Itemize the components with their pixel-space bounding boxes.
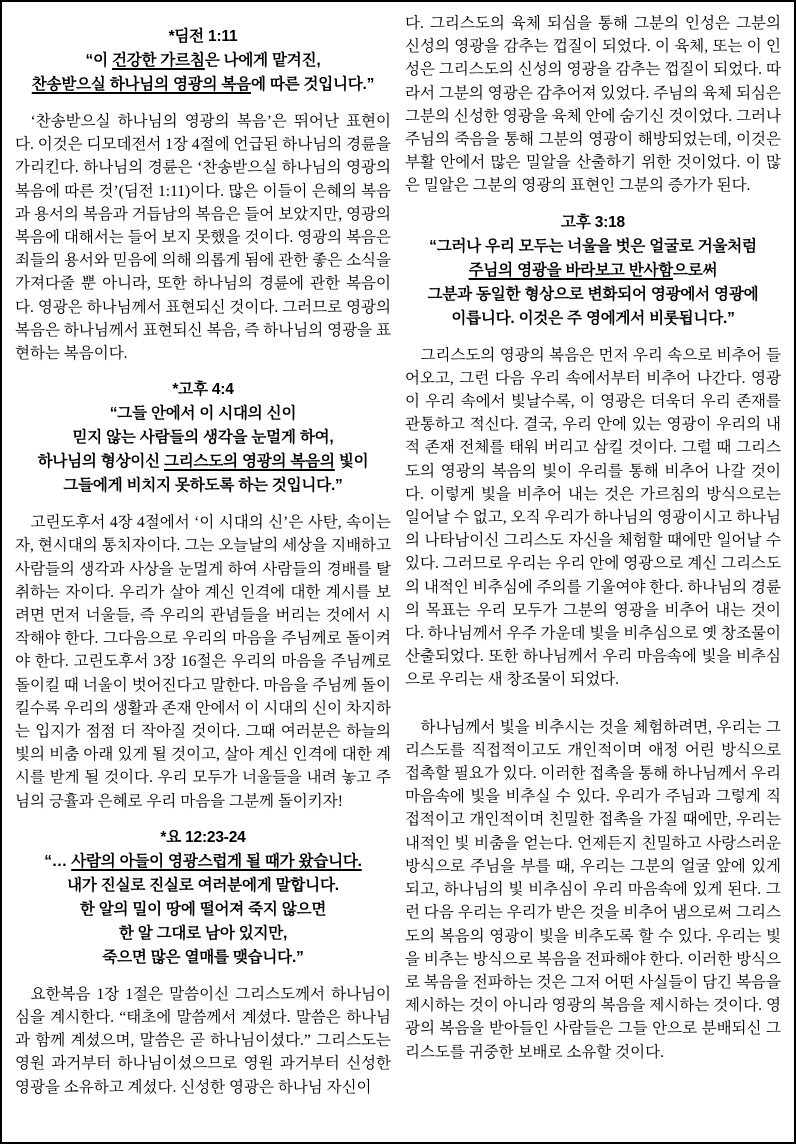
verse-quote-line <box>15 474 391 498</box>
quote-text: 한 알 그대로 남아 있지만, <box>118 924 288 942</box>
verse-quote-line <box>15 922 391 946</box>
body-paragraph: ‘찬송받으실 하나님의 영광의 복음’은 뛰어난 표현이다. 이것은 디모데전서 1장 4절에 언급된 하나님의 경륜을 가리킨다. 하나님의 경륜은 ‘찬송받으실 하나님의 영광의 복음에 따른 것’(딤전 1:11)이다. 많은 이들이 은혜의 복음과 용서의 복음과 거듭남의 복음은 들어 보았지만, 영광의 복음에 대해서는 들어 보지 못했을 것이다. 영광의 복음은 죄들의 용서와 믿음에 의해 의롭게 됨에 관한 좋은 소식을 가져다줄 뿐 아니라, 또한 하나님의 경륜에 관한 복음이다. 영광은 하나님께서 표현되신 것이다. 그러므로 영광의 복음은 하나님께서 표현되신 복음, 즉 하나님의 영광을 표현하는 복음이다. <box>15 113 391 363</box>
quote-text: 죽으면 많은 열매를 맺습니다.” <box>102 948 304 966</box>
verse-block <box>15 378 391 498</box>
verse-reference: *요 12:23-24 <box>160 828 246 846</box>
column-right <box>405 12 781 1132</box>
verse-quote-line <box>15 946 391 970</box>
verse-quote-line <box>15 426 391 450</box>
verse-quote-line <box>15 898 391 922</box>
verse-quote-line <box>405 283 781 307</box>
verse-block <box>405 211 781 331</box>
verse-reference: 고후 3:18 <box>561 213 625 231</box>
verse-block <box>15 25 391 97</box>
underlined-quote-text: 사람의 아들이 영광스럽게 될 때가 왔습니다. <box>71 852 362 870</box>
quote-text: 에 따른 것입니다.” <box>250 76 375 93</box>
underlined-quote-text: 찬송받으실 하나님의 영광의 복음 <box>31 76 251 93</box>
quote-text: 은 나에게 맡겨진, <box>204 52 321 69</box>
body-paragraph: 다. 그리스도의 육체 되심을 통해 그분의 인성은 그분의 신성의 영광을 감추는 껍질이 되었다. 이 육체, 또는 이 인성은 그리스도의 신성의 영광을 감추는 껍질이 되었다. 따라서 그분의 영광은 감추어져 있었다. 주님의 육체 되심은 그분의 신성한 영광을 육체 안에 숨기신 것이었다. 그러나 주님의 죽음을 통해 그분의 영광이 해방되었는데, 이것은 부활 안에서 많은 밀알을 산출하기 위한 것이었다. 이 많은 밀알은 그분의 영광의 표현인 그분의 증가가 된다. <box>405 15 781 195</box>
verse-quote-line <box>405 307 781 331</box>
verse-quote-line <box>15 73 391 97</box>
body-paragraph: 하나님께서 빛을 비추시는 것을 체험하려면, 우리는 그리스도를 직접적이고도 개인적이며 애정 어린 방식으로 접촉할 필요가 있다. 이러한 접촉을 통해 하나님께서 우리 마음속에 빛을 비추실 수 있다. 우리가 주님과 그렇게 직접적이고 개인적이며 친밀한 접촉을 가질 때에만, 우리는 내적인 빛 비춤을 얻는다. 언제든지 친밀하고 사랑스러운 방식으로 주님을 부를 때, 우리는 그분의 얼굴 앞에 있게 되고, 하나님의 빛 비추심이 우리 마음속에 있게 된다. 그런 다음 우리는 우리가 받은 것을 비추어 냄으로써 그리스도의 복음의 영광이 빛을 비추도록 할 수 있다. 우리는 빛을 비추는 방식으로 복음을 전파해야 한다. 이러한 방식으로 복음을 전파하는 것은 그저 어떤 사실들이 담긴 복음을 제시하는 것이 아니라 영광의 복음을 제시하는 것이다. 영광의 복음을 받아들인 사람들은 그들 안으로 분배되신 그리스도를 귀중한 보배로 소유할 것이다. <box>405 718 781 1061</box>
body-paragraph: 그리스도의 영광의 복음은 먼저 우리 속으로 비추어 들어오고, 그런 다음 우리 속에서부터 비추어 나간다. 영광이 우리 속에서 빛날수록, 이 영광은 더욱더 우리 존재를 관통하고 적신다. 결국, 우리 안에 있는 영광이 우리의 내적 존재 전체를 태워 버리고 삼킬 것이다. 그럴 때 그리스도의 영광의 복음의 빛이 우리를 통해 비추어 나갈 것이다. 이렇게 빛을 비추어 내는 것은 가르침의 방식으로는 일어날 수 없고, 오직 우리가 하나님의 영광이시고 하나님의 나타남이신 그리스도 자신을 체험할 때에만 일어날 수 있다. 그러므로 우리는 우리 안에 영광으로 계신 그리스도의 내적인 비추심에 주의를 기울여야 한다. 하나님의 경륜의 목표는 우리 모두가 그분의 영광을 비추어 내는 것이다. 하나님께서 우주 가운데 빛을 비추심으로 옛 창조물이 산출되었다. 또한 하나님께서 우리 마음속에 빛을 비추심으로 우리는 새 창조물이 되었다. <box>405 346 781 689</box>
quote-text: 내가 진실로 진실로 여러분에게 말합니다. <box>67 876 339 894</box>
body-paragraph: 요한복음 1장 1절은 말씀이신 그리스도께서 하나님이심을 계시한다. “태초에 말씀께서 계셨다. 말씀은 하나님과 함께 계셨으며, 말씀은 곧 하나님이셨다.” 그리스도는 영원 과거부터 하나님이셨으므로 영원 과거부터 신성한 영광을 소유하고 계셨다. 신성한 영광은 하나님 자신이 <box>15 985 391 1096</box>
quote-text: 그분과 동일한 형상으로 변화되어 영광에서 영광에 <box>427 285 759 303</box>
underlined-quote-text: 건강한 가르침 <box>111 52 205 69</box>
verse-quote-line <box>15 402 391 426</box>
quote-text: “그러나 우리 모두는 너울을 벗은 얼굴로 거울처럼 <box>429 237 757 255</box>
quote-text: 믿지 않는 사람들의 생각을 눈멀게 하여, <box>72 429 334 447</box>
quote-text: 하나님의 형상이신 <box>37 453 165 471</box>
verse-block <box>15 826 391 970</box>
body-paragraph: 고린도후서 4장 4절에서 ‘이 시대의 신’은 사탄, 속이는 자, 현시대의 통치자이다. 그는 오늘날의 세상을 지배하고 사람들의 생각과 사상을 눈멀게 하여 사람들의 경배를 탈취하는 자이다. 우리가 살아 계신 인격에 대한 계시를 보려면 먼저 너울들, 즉 우리의 관념들을 버리는 것에서 시작해야 한다. 그다음으로 우리의 마음을 주님께로 돌이켜야 한다. 고린도후서 3장 16절은 우리의 마음을 주님께로 돌이킬 때 너울이 벗어진다고 말한다. 마음을 주님께 돌이킬수록 우리의 생활과 존재 안에서 이 시대의 신이 차지하는 입지가 점점 더 작아질 것이다. 그때 여러분은 하늘의 빛의 비춤 아래 있게 될 것이고, 살아 계신 인격에 대한 계시를 받게 될 것이다. 우리 모두가 너울들을 내려 놓고 주님의 긍휼과 은혜로 우리 마음을 그분께 돌이키자! <box>15 514 391 810</box>
verse-quote-line <box>15 874 391 898</box>
verse-quote-line <box>15 850 391 874</box>
quote-text: “이 <box>85 52 112 69</box>
verse-quote-line <box>405 259 781 283</box>
quote-text: 그들에게 비치지 못하도록 하는 것입니다.” <box>63 477 343 495</box>
quote-text: “그들 안에서 이 시대의 신이 <box>109 405 297 423</box>
quote-text: 빛이 <box>334 453 369 471</box>
verse-quote-line <box>405 235 781 259</box>
verse-reference: *딤전 1:11 <box>168 28 238 45</box>
column-left <box>15 12 391 1132</box>
quote-text: “… <box>44 852 72 870</box>
underlined-quote-text: 주님의 영광을 바라보고 반사함 <box>468 261 674 279</box>
quote-text: 으로써 <box>673 261 718 279</box>
verse-reference: *고후 4:4 <box>172 381 234 399</box>
quote-text: 이릅니다. 이것은 주 영에게서 비롯됩니다.” <box>451 309 735 327</box>
quote-text: 한 알의 밀이 땅에 떨어져 죽지 않으면 <box>79 900 327 918</box>
verse-quote-line <box>15 49 391 73</box>
verse-quote-line <box>15 450 391 474</box>
underlined-quote-text: 그리스도의 영광의 복음의 <box>164 453 335 471</box>
